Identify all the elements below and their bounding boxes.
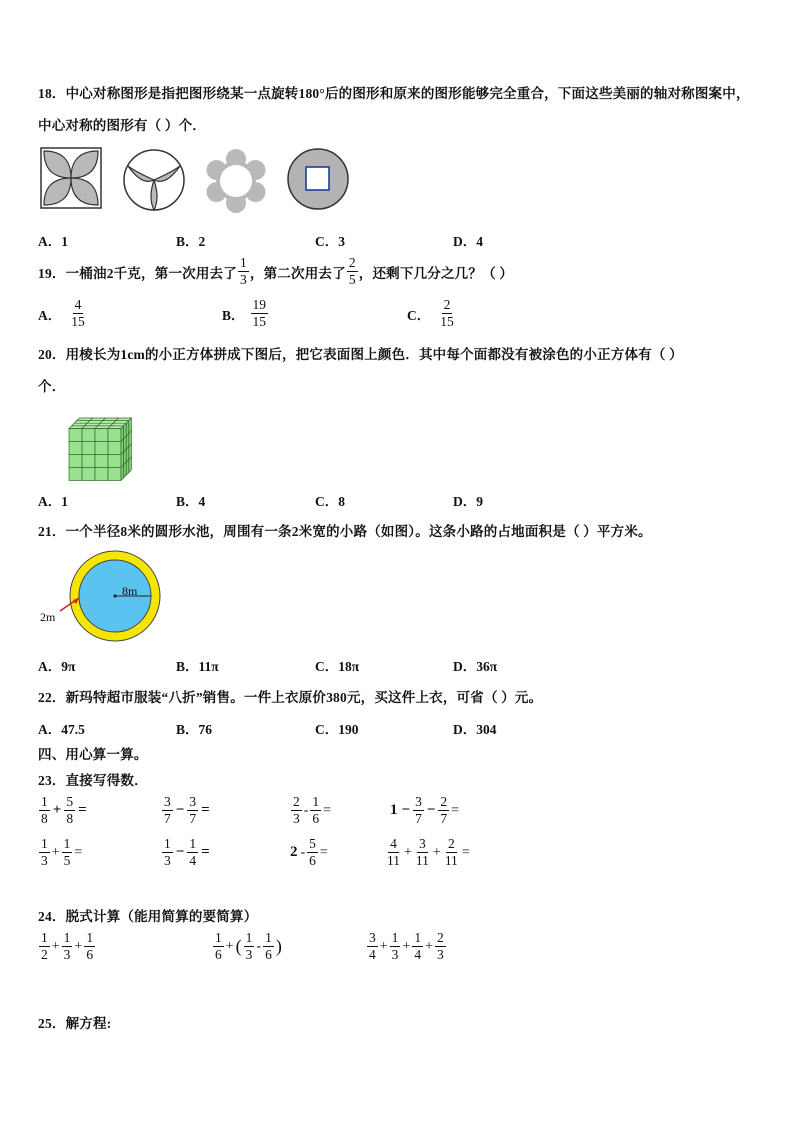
q19-option-b-fraction <box>251 298 269 329</box>
q20-option-d[interactable]: D．9 <box>453 494 483 509</box>
q23-e7-frac-a <box>307 837 318 868</box>
q21-text: 21．一个半径8米的圆形水池，周围有一条2米宽的小路（如图）。这条小路的占地面积是（ ）平方米。 <box>38 524 652 539</box>
cube-cell <box>95 467 108 480</box>
plus-sign: + <box>432 844 441 860</box>
num: 1 <box>263 931 274 947</box>
q24-e2-frac-c <box>263 931 274 962</box>
den: 7 <box>189 811 197 827</box>
q24-title: 24．脱式计算（能用简算的要简算） <box>38 909 258 924</box>
q20-option-b[interactable]: B．4 <box>176 494 206 509</box>
q20-option-a[interactable]: A．1 <box>38 494 68 509</box>
q18-option-d[interactable]: D．4 <box>453 234 483 249</box>
num: 2 <box>446 837 457 853</box>
cube-cell <box>95 428 108 441</box>
q23-expr-2 <box>161 795 212 826</box>
den: 3 <box>391 947 399 963</box>
q23-expr-3 <box>290 795 332 826</box>
cube-cell <box>108 428 121 441</box>
num: 5 <box>64 795 75 811</box>
q23-expr-4 <box>388 795 460 826</box>
q23-e8-frac-a <box>385 837 402 868</box>
q21-label-radius: 8m <box>122 584 138 598</box>
q24-e1-frac-c <box>84 931 95 962</box>
den: 3 <box>436 947 444 963</box>
q19-frac2-den: 5 <box>348 272 356 288</box>
q19-text-c: ，还剩下几分之几？（ ） <box>358 265 514 281</box>
q19-option-b-label: B． <box>222 307 245 323</box>
q19-fraction-2 <box>347 256 358 287</box>
q19-b-den: 15 <box>252 314 267 330</box>
q23-expr-5 <box>38 837 83 868</box>
den: 11 <box>444 853 458 869</box>
q23-e8-frac-c <box>443 837 460 868</box>
figure-square-petals <box>40 147 102 209</box>
num: 1 <box>244 931 255 947</box>
q23-e4-frac-a <box>413 795 424 826</box>
q18-option-a[interactable]: A．1 <box>38 234 68 249</box>
q19-c-num: 2 <box>442 298 453 314</box>
q20-text-line1: 20．用棱长为1cm的小正方体拼成下图后，把它表面图上颜色．其中每个面都没有被涂色的小正方体有（ ） <box>38 347 683 362</box>
den: 6 <box>86 947 94 963</box>
minus-sign: − <box>175 844 185 861</box>
den: 3 <box>293 811 300 827</box>
equals-sign: = <box>74 844 83 860</box>
den: 6 <box>309 853 316 869</box>
q19-text-a: 19．一桶油2千克，第一次用去了 <box>38 265 237 281</box>
q24-e3-frac-a <box>367 931 378 962</box>
q21-option-d[interactable]: D．36π <box>453 659 498 674</box>
q19-option-a-label: A． <box>38 307 62 323</box>
q23-e6-frac-b <box>187 837 198 868</box>
num: 3 <box>162 795 173 811</box>
q23-expr-1 <box>38 795 89 826</box>
q22-text: 22．新玛特超市服装“八折”销售。一件上衣原价380元，买这件上衣，可省（ ）元。 <box>38 690 543 705</box>
q23-expr-8 <box>384 837 471 868</box>
equals-sign: = <box>201 802 210 819</box>
q24-e2-frac-a <box>213 931 224 962</box>
den: 5 <box>63 853 71 869</box>
q24-expr-1 <box>38 931 96 962</box>
den: 7 <box>164 811 171 827</box>
equals-sign: = <box>201 844 210 861</box>
number-one: 1 <box>390 802 398 819</box>
cube-cell <box>121 465 124 481</box>
plus-sign: + <box>379 938 388 954</box>
q23-e2-frac-b <box>187 795 198 826</box>
den: 4 <box>369 947 376 963</box>
num: 4 <box>388 837 399 853</box>
q19-fraction-1 <box>238 256 249 287</box>
q19-text-b: ，第二次用去了 <box>249 265 346 281</box>
cube-cell <box>124 462 127 478</box>
cube-cell <box>129 457 132 473</box>
q23-e6-frac-a <box>162 837 173 868</box>
figure-pool-with-path <box>40 550 164 642</box>
q19-option-c-fraction <box>438 298 456 329</box>
q19-c-den: 15 <box>440 314 454 330</box>
q24-e2-frac-b <box>244 931 255 962</box>
cube-cell <box>108 467 121 480</box>
den: 6 <box>265 947 272 963</box>
num: 3 <box>417 837 428 853</box>
equals-sign: = <box>323 802 332 818</box>
minus-sign: - <box>256 938 262 954</box>
cube-cell <box>95 441 108 454</box>
cube-cell <box>126 460 129 476</box>
q24-e3-frac-b <box>390 931 401 962</box>
plus-sign: + <box>225 938 234 954</box>
num: 1 <box>390 931 401 947</box>
num: 1 <box>62 931 73 947</box>
q19-frac1-num: 1 <box>238 256 249 272</box>
den: 6 <box>312 811 320 827</box>
cube-cell <box>69 454 82 467</box>
den: 7 <box>440 811 448 827</box>
den: 11 <box>387 853 400 869</box>
den: 3 <box>164 853 171 869</box>
num: 1 <box>39 931 50 947</box>
num: 2 <box>435 931 446 947</box>
num: 1 <box>39 837 50 853</box>
cube-cell <box>108 441 121 454</box>
q19-a-den: 15 <box>71 314 85 330</box>
plus-sign: + <box>74 938 83 954</box>
q19-option-c-label: C． <box>407 307 431 323</box>
q19-option-b[interactable] <box>222 298 269 329</box>
q23-e5-frac-b <box>62 837 73 868</box>
den: 4 <box>414 947 422 963</box>
right-paren: ) <box>275 936 282 957</box>
num: 1 <box>412 931 423 947</box>
num: 3 <box>187 795 198 811</box>
left-paren: ( <box>235 936 242 957</box>
minus-sign: - <box>300 844 306 860</box>
den: 2 <box>41 947 48 963</box>
q21-label-width: 2m <box>40 610 56 624</box>
q18-option-c[interactable]: C．3 <box>315 234 345 249</box>
figure-green-cube <box>67 417 139 481</box>
q23-title: 23．直接写得数． <box>38 773 148 788</box>
q19-frac2-num: 2 <box>347 256 358 272</box>
q24-e1-frac-b <box>62 931 73 962</box>
q19-frac1-den: 3 <box>239 272 247 288</box>
minus-sign: − <box>175 802 185 819</box>
q19-option-a[interactable] <box>38 298 88 329</box>
den: 11 <box>415 853 429 869</box>
num: 1 <box>187 837 198 853</box>
q23-e3-frac-a <box>291 795 302 826</box>
num: 1 <box>310 795 321 811</box>
q24-e1-frac-a <box>39 931 50 962</box>
num: 1 <box>62 837 73 853</box>
q20-text-line2: 个． <box>38 379 66 394</box>
q22-option-b[interactable]: B．76 <box>176 722 213 737</box>
num: 5 <box>307 837 318 853</box>
q24-expr-3 <box>366 931 447 962</box>
num: 2 <box>291 795 302 811</box>
q19-text <box>38 256 513 287</box>
q23-e2-frac-a <box>162 795 173 826</box>
q19-a-num: 4 <box>73 298 84 314</box>
den: 7 <box>415 811 422 827</box>
den: 3 <box>245 947 253 963</box>
cube-cell <box>82 428 95 441</box>
num: 1 <box>162 837 173 853</box>
q21-option-c[interactable]: C．18π <box>315 659 360 674</box>
q23-expr-6 <box>161 837 212 868</box>
num: 3 <box>367 931 378 947</box>
num: 1 <box>213 931 224 947</box>
cube-cell <box>82 441 95 454</box>
den: 3 <box>41 853 48 869</box>
plus-sign: + <box>425 938 433 954</box>
q19-option-a-fraction <box>69 298 87 329</box>
num: 3 <box>413 795 424 811</box>
equals-sign: = <box>78 802 87 819</box>
minus-sign: − <box>401 802 411 819</box>
q18-text-line1: 18．中心对称图形是指把图形绕某一点旋转180°后的图形和原来的图形能够完全重合，下面这些美丽的轴对称图案中， <box>38 86 750 101</box>
cube-cell <box>82 467 95 480</box>
plus-sign: + <box>51 844 60 860</box>
number-two: 2 <box>290 844 298 861</box>
cube-cell <box>108 454 121 467</box>
q25-title: 25．解方程: <box>38 1016 112 1031</box>
cube-cell <box>82 454 95 467</box>
q24-expr-2 <box>212 931 283 962</box>
minus-sign: - <box>303 802 309 818</box>
q21-option-b[interactable]: B．11π <box>176 659 219 674</box>
q23-e1-frac-a <box>39 795 50 826</box>
den: 8 <box>41 811 48 827</box>
equals-sign: = <box>319 844 328 860</box>
q24-e3-frac-d <box>435 931 446 962</box>
cube-cell <box>95 454 108 467</box>
q19-b-num: 19 <box>251 298 269 314</box>
q18-text-line2: 中心对称的图形有（ ）个． <box>38 118 206 133</box>
cube-cell <box>69 441 82 454</box>
den: 4 <box>189 853 197 869</box>
q22-option-a[interactable]: A．47.5 <box>38 722 85 737</box>
q23-e1-frac-b <box>64 795 75 826</box>
q23-expr-7 <box>288 837 329 868</box>
q23-e8-frac-b <box>414 837 431 868</box>
plus-sign: + <box>404 844 412 860</box>
q24-e3-frac-c <box>412 931 423 962</box>
q23-e5-frac-a <box>39 837 50 868</box>
figure-flower <box>203 148 269 214</box>
plus-sign: + <box>51 938 60 954</box>
plus-sign: + <box>402 938 411 954</box>
den: 8 <box>66 811 74 827</box>
num: 1 <box>84 931 95 947</box>
equals-sign: = <box>461 844 470 860</box>
q21-option-a[interactable]: A．9π <box>38 659 76 674</box>
figure-coin-square <box>287 148 349 210</box>
cube-cell <box>69 467 82 480</box>
den: 6 <box>215 947 222 963</box>
q20-option-c[interactable]: C．8 <box>315 494 345 509</box>
q23-e4-frac-b <box>438 795 449 826</box>
minus-sign: − <box>426 802 436 819</box>
q23-e3-frac-b <box>310 795 321 826</box>
section4-title: 四、用心算一算。 <box>38 747 148 762</box>
den: 3 <box>63 947 71 963</box>
figure-circle-three-petals <box>122 148 186 212</box>
q18-option-b[interactable]: B．2 <box>176 234 206 249</box>
plus-sign: + <box>52 802 62 819</box>
q22-option-d[interactable]: D．304 <box>453 722 497 737</box>
equals-sign: = <box>451 802 460 818</box>
num: 1 <box>39 795 50 811</box>
q22-option-c[interactable]: C．190 <box>315 722 359 737</box>
cube-cell <box>69 428 82 441</box>
q19-option-c[interactable] <box>407 298 457 329</box>
num: 2 <box>438 795 449 811</box>
